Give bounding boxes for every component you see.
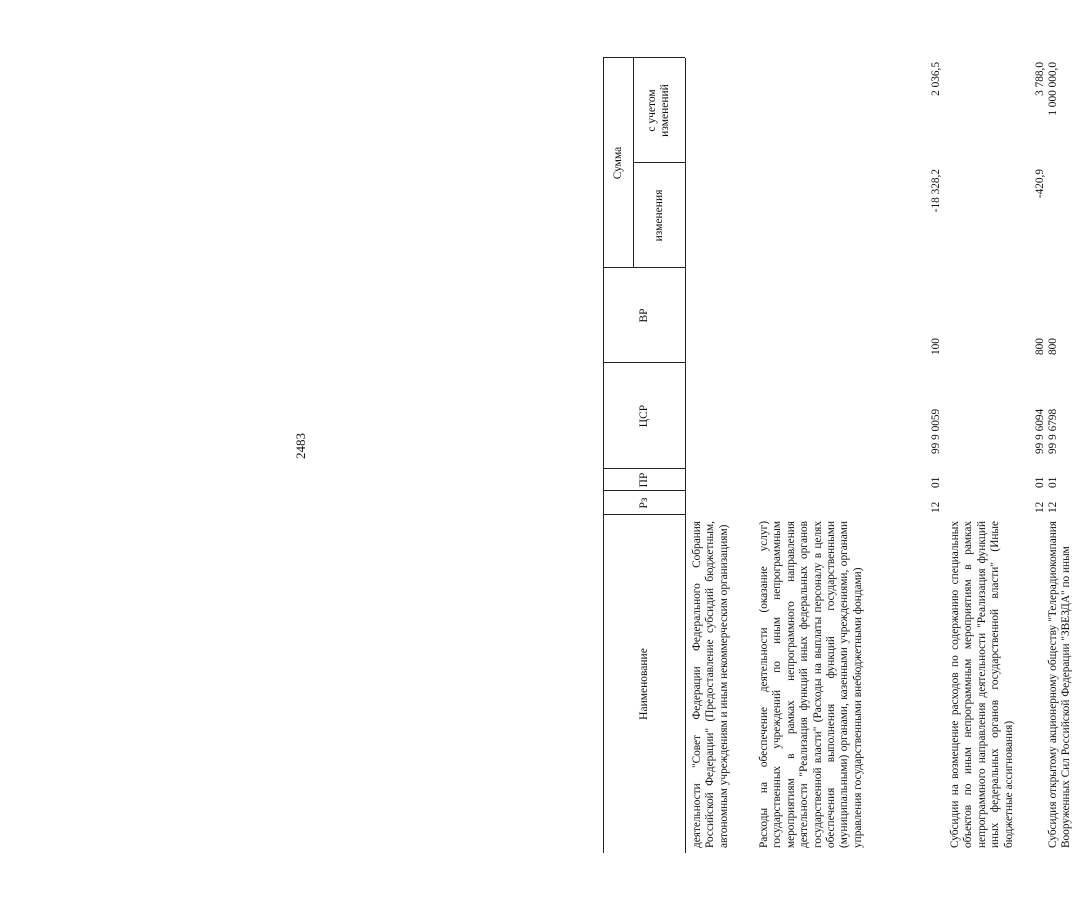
- budget-table: [603, 58, 1073, 853]
- row-pr: 01: [1047, 476, 1059, 488]
- row-name: Субсидия открытому акционерному обществу "Телерадиокомпания Вооруженных Сил Российской Федерации "ЗВЕЗДА" по иным: [1047, 521, 1073, 848]
- row-vr: 800: [1034, 338, 1046, 355]
- row-rz: 12: [930, 501, 942, 513]
- header-rz: Рз: [637, 497, 650, 509]
- row-csr: 99 9 6094: [1034, 408, 1046, 454]
- row-vr: 800: [1047, 338, 1059, 355]
- row-name: Субсидии на возмещение расходов по содержанию специальных объектов по иным непрограммным мероприятиям в рамках непрограммного направления деятельности "Реализация функций иных федеральных органов государственной власти" (Иные бюджетные ассигнования): [949, 521, 1015, 848]
- row-pr: 01: [930, 476, 942, 488]
- header-changes: изменения: [652, 189, 665, 242]
- row-total: 2 036,5: [930, 62, 942, 96]
- row-rz: 12: [1034, 501, 1046, 513]
- header-csr: ЦСР: [637, 404, 650, 428]
- header-pr: ПР: [637, 472, 650, 488]
- row-name: Расходы на обеспечение деятельности (оказание услуг) государственных учреждений по иным непрограммным мероприятиям в рамках непрограммного направления деятельности "Реализация функций иных федеральных органов государственной власти" (Расходы на выплаты персоналу в целях обеспечения выполнения функций государственными (муниципальными) органами, казенными учреждениями, органами управления государственными внебюджетными фондами): [758, 521, 864, 848]
- row-change: -18 328,2: [930, 169, 942, 213]
- row-csr: 99 9 0059: [930, 408, 942, 454]
- row-name: деятельности "Совет Федерации Федерального Собрания Российской Федерации" (Предоставление субсидий бюджетным, автономным учреждениям и иным некоммерческим организациям): [691, 521, 730, 848]
- header-sum: Сумма: [611, 146, 624, 180]
- row-pr: 01: [1034, 476, 1046, 488]
- row-change: -420,9: [1034, 169, 1046, 199]
- row-total: 1 000 000,0: [1047, 62, 1059, 116]
- row-csr: 99 9 6798: [1047, 408, 1059, 454]
- row-vr: 100: [930, 338, 942, 355]
- row-rz: 12: [1047, 501, 1059, 513]
- header-name: Наименование: [637, 648, 650, 720]
- header-bottom-border: [685, 58, 686, 853]
- row-total: 3 788,0: [1034, 62, 1046, 96]
- header-with-changes: с учетом изменений: [646, 84, 671, 137]
- header-vr: ВР: [637, 308, 650, 323]
- page-number: 2483: [293, 433, 308, 459]
